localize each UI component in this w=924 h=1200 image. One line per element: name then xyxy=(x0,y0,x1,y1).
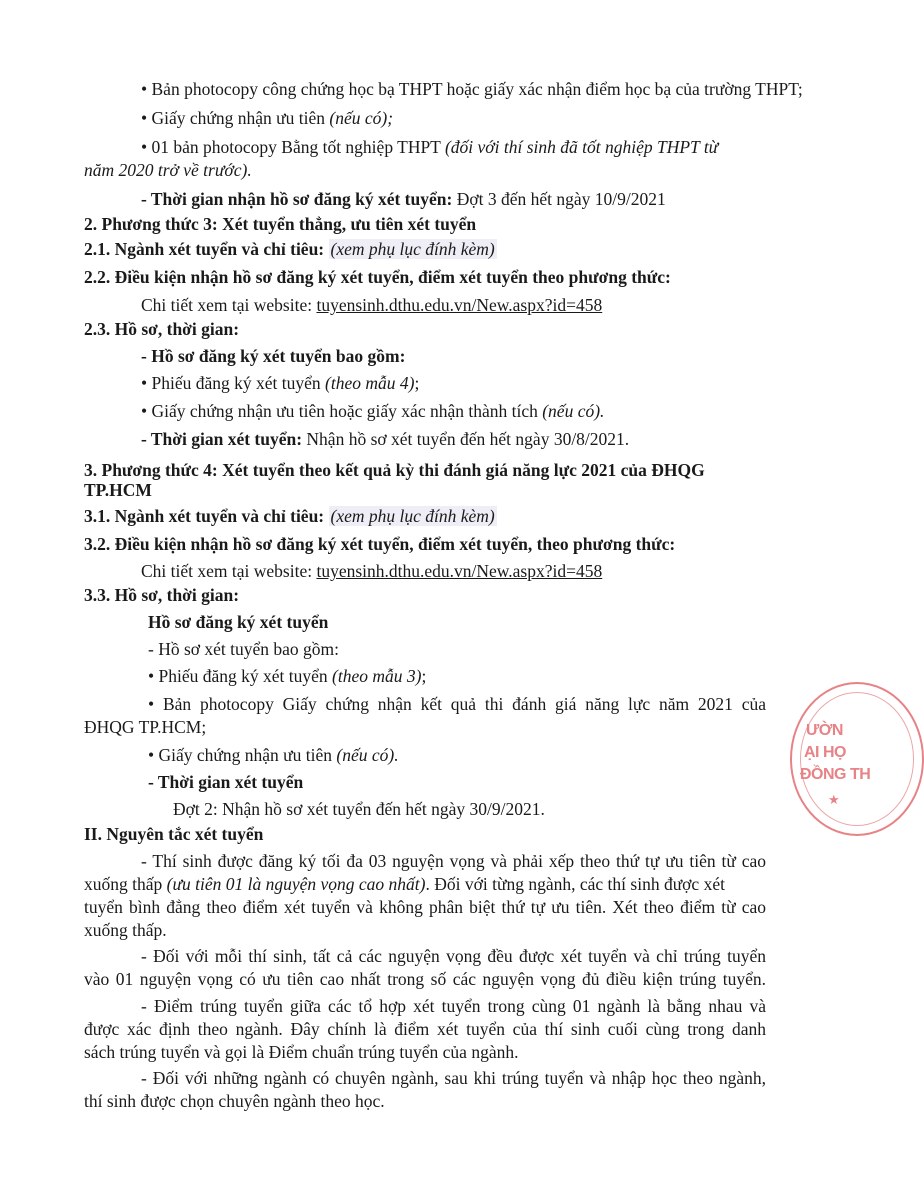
doc-line: - Hồ sơ xét tuyển bao gồm: xyxy=(148,639,340,659)
text-span: (nếu có). xyxy=(542,401,605,421)
text-span: • Giấy chứng nhận ưu tiên xyxy=(141,108,330,128)
doc-line xyxy=(141,136,718,158)
subsection-heading: 2.2. Điều kiện nhận hồ sơ đăng ký xét tuyển, điểm xét tuyển theo phương thức: xyxy=(84,267,671,287)
text-span: xuống thấp xyxy=(84,874,167,894)
section-heading: 3. Phương thức 4: Xét tuyển theo kết quả kỳ thi đánh giá năng lực 2021 của ĐHQG xyxy=(84,460,705,480)
subsection-heading: 3.2. Điều kiện nhận hồ sơ đăng ký xét tuyển, điểm xét tuyển, theo phương thức: xyxy=(84,534,676,554)
seal-text: ẠI HỌ xyxy=(804,744,846,761)
doc-line xyxy=(141,107,393,129)
text-span: ; xyxy=(421,666,427,686)
doc-line: - Thời gian xét tuyển xyxy=(148,772,304,792)
website-link[interactable]: tuyensinh.dthu.edu.vn/New.aspx?id=458 xyxy=(316,295,603,315)
doc-line xyxy=(141,428,629,450)
section-heading: 2. Phương thức 3: Xét tuyển thẳng, ưu tiên xét tuyển xyxy=(84,214,477,234)
text-span: Đợt 3 đến hết ngày 10/9/2021 xyxy=(452,189,666,209)
text-span: (đối với thí sinh đã tốt nghiệp THPT từ xyxy=(444,137,719,157)
doc-line: • Bản photocopy Giấy chứng nhận kết quả thi đánh giá năng lực năm 2021 của xyxy=(148,694,766,714)
text-span: Nhận hồ sơ xét tuyển đến hết ngày 30/8/2021. xyxy=(302,429,630,449)
section-heading: TP.HCM xyxy=(84,480,152,500)
doc-line: - Đối với mỗi thí sinh, tất cả các nguyện vọng đều được xét tuyển và chỉ trúng tuyển xyxy=(141,946,766,966)
doc-line xyxy=(84,873,725,895)
text-span: (nếu có); xyxy=(329,108,394,128)
text-span: • Phiếu đăng ký xét tuyển xyxy=(141,373,326,393)
doc-line: vào 01 nguyện vọng có ưu tiên cao nhất trong số các nguyện vọng đủ điều kiện trúng tuyển. xyxy=(84,969,766,989)
section-heading: II. Nguyên tắc xét tuyển xyxy=(84,824,264,844)
text-span: (xem phụ lục đính kèm) xyxy=(330,239,495,259)
doc-line xyxy=(148,665,426,687)
seal-star-icon: ★ xyxy=(828,792,840,807)
text-span: 3.1. Ngành xét tuyển và chỉ tiêu: xyxy=(84,506,329,526)
text-span: (ưu tiên 01 là nguyện vọng cao nhất) xyxy=(166,874,426,894)
text-span: - Thời gian nhận hồ sơ đăng ký xét tuyển: xyxy=(141,189,453,209)
seal-text: ĐỒNG TH xyxy=(800,766,871,783)
text-span: - Thời gian xét tuyển: xyxy=(141,429,303,449)
doc-line: sách trúng tuyển và gọi là Điểm chuẩn trúng tuyển của ngành. xyxy=(84,1042,519,1062)
doc-line: Hồ sơ đăng ký xét tuyển xyxy=(148,612,329,632)
text-span: • Bản photocopy công chứng học bạ THPT hoặc giấy xác nhận điểm học bạ của trường THPT; xyxy=(141,79,803,99)
official-seal xyxy=(790,682,924,836)
doc-line: được xác định theo ngành. Đây chính là điểm xét tuyển của thí sinh cuối cùng trong danh xyxy=(84,1019,766,1039)
text-span: 2.1. Ngành xét tuyển và chỉ tiêu: xyxy=(84,239,329,259)
doc-line xyxy=(141,188,666,210)
doc-line: - Đối với những ngành có chuyên ngành, sau khi trúng tuyển và nhập học theo ngành, xyxy=(141,1068,766,1088)
text-span: (theo mẫu 4) xyxy=(325,373,415,393)
doc-line xyxy=(141,78,803,100)
doc-line xyxy=(141,372,419,394)
text-span: Chi tiết xem tại website: xyxy=(141,295,317,315)
text-span: (theo mẫu 3) xyxy=(332,666,422,686)
doc-line: - Hồ sơ đăng ký xét tuyển bao gồm: xyxy=(141,346,406,366)
doc-line: - Điểm trúng tuyển giữa các tổ hợp xét tuyển trong cùng 01 ngành là bằng nhau và xyxy=(141,996,766,1016)
text-span: (nếu có). xyxy=(336,745,399,765)
website-link[interactable]: tuyensinh.dthu.edu.vn/New.aspx?id=458 xyxy=(316,561,603,581)
subsection-heading: 2.3. Hồ sơ, thời gian: xyxy=(84,319,240,339)
doc-line: Đợt 2: Nhận hồ sơ xét tuyển đến hết ngày 30/9/2021. xyxy=(173,799,545,819)
text-span: Chi tiết xem tại website: xyxy=(141,561,317,581)
doc-line xyxy=(141,400,604,422)
subsection-heading xyxy=(84,238,497,260)
seal-text: ƯỜN xyxy=(806,722,843,739)
doc-line: thí sinh được chọn chuyên ngành theo học. xyxy=(84,1091,385,1111)
text-span: . Đối với từng ngành, các thí sinh được xét xyxy=(425,874,725,894)
text-span: • 01 bản photocopy Bằng tốt nghiệp THPT xyxy=(141,137,445,157)
doc-line: xuống thấp. xyxy=(84,920,167,940)
subsection-heading xyxy=(84,505,497,527)
doc-line xyxy=(141,294,602,316)
doc-line xyxy=(148,744,399,766)
text-span: ; xyxy=(414,373,420,393)
text-span: • Giấy chứng nhận ưu tiên xyxy=(148,745,337,765)
doc-line xyxy=(141,560,602,582)
doc-line: ĐHQG TP.HCM; xyxy=(84,717,207,737)
text-span: (xem phụ lục đính kèm) xyxy=(330,506,495,526)
text-span: • Phiếu đăng ký xét tuyển xyxy=(148,666,333,686)
subsection-heading: 3.3. Hồ sơ, thời gian: xyxy=(84,585,240,605)
doc-line: - Thí sinh được đăng ký tối đa 03 nguyện vọng và phải xếp theo thứ tự ưu tiên từ cao xyxy=(141,851,766,871)
doc-line: năm 2020 trở về trước). xyxy=(84,160,252,180)
doc-line: tuyển bình đẳng theo điểm xét tuyển và không phân biệt thứ tự ưu tiên. Xét theo điểm từ cao xyxy=(84,897,766,917)
text-span: • Giấy chứng nhận ưu tiên hoặc giấy xác nhận thành tích xyxy=(141,401,543,421)
